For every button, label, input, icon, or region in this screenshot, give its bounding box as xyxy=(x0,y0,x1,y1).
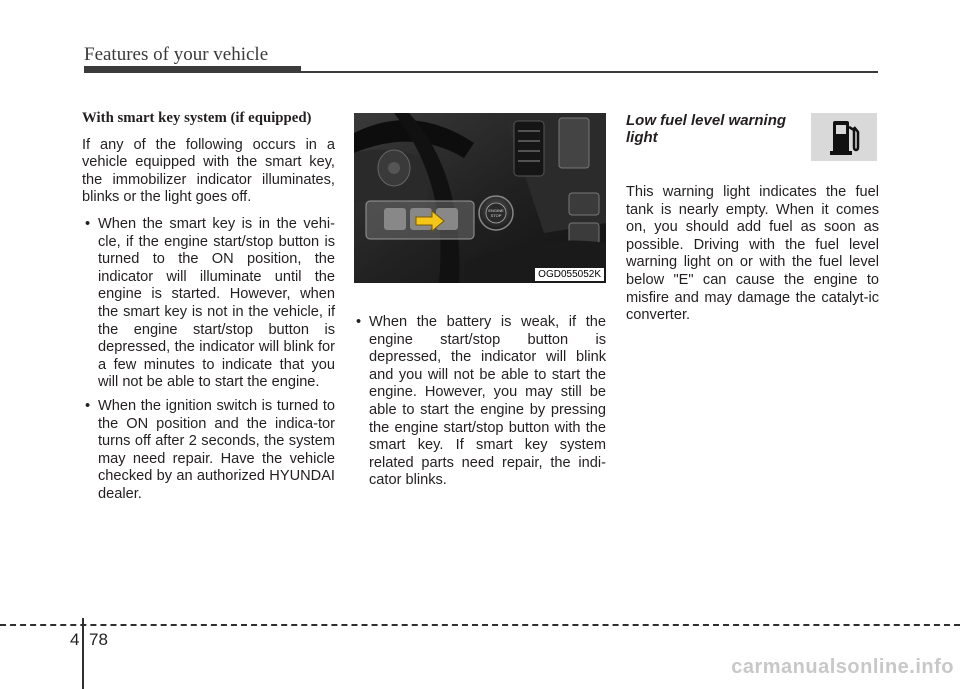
footer-divider xyxy=(82,618,84,689)
header-rule xyxy=(84,71,878,73)
footer-rule xyxy=(0,624,960,626)
svg-text:STOP: STOP xyxy=(490,213,502,218)
warning-body: This warning light indicates the fuel tank is nearly empty. When it comes on, you should add fuel as soon as possible. Driving with the fuel level warning light on or with the fuel level below "E" can cause the engine to misfire and may damage the catalyt-ic converter. xyxy=(626,184,879,324)
column-left xyxy=(82,110,335,509)
bullet-list xyxy=(82,216,335,504)
section-subheading: With smart key system (if equipped) xyxy=(82,110,312,126)
column-right xyxy=(626,184,879,334)
photo-caption: OGD055052K xyxy=(535,268,604,281)
bullet-list xyxy=(353,314,606,490)
list-item: • When the ignition switch is turned to the ON position and the indica-tor turns off after 2 seconds, the system may need repair. Have the vehicle checked by an authorized HYUNDAI dealer. xyxy=(85,397,335,502)
dashboard-illustration xyxy=(354,113,606,283)
intro-paragraph: If any of the following occurs in a vehicle equipped with the smart key, the immobilizer indicator illuminates, blinks or the light goes off. xyxy=(82,136,335,206)
page-header-title: Features of your vehicle xyxy=(84,44,269,65)
list-item: • When the smart key is in the vehi-cle, if the engine start/stop button is turned to the ON position, the indicator will illuminate until the engine is started. However, when the smart key is not in the vehicle, if the engine start/stop button is depressed, the indicator will blink for a few minutes to indicate that you will not be able to start the engine. xyxy=(85,215,335,391)
warning-light-title: Low fuel level warning light xyxy=(626,112,787,146)
steering-wheel-photo xyxy=(354,113,606,283)
watermark: carmanualsonline.info xyxy=(731,656,954,678)
section-number: 4 xyxy=(70,630,80,649)
svg-text:ENGINE: ENGINE xyxy=(488,208,504,213)
page-number: 78 xyxy=(89,630,108,649)
list-item: • When the battery is weak, if the engine start/stop button is depressed, the indicator will blink and you will not be able to start the engine. However, you may still be able to start the engine by pressing the engine start/stop button with the smart key. If smart key system related parts need repair, the indi-cator blinks. xyxy=(356,314,606,489)
fuel-pump-icon xyxy=(811,113,877,161)
column-middle xyxy=(353,314,606,496)
